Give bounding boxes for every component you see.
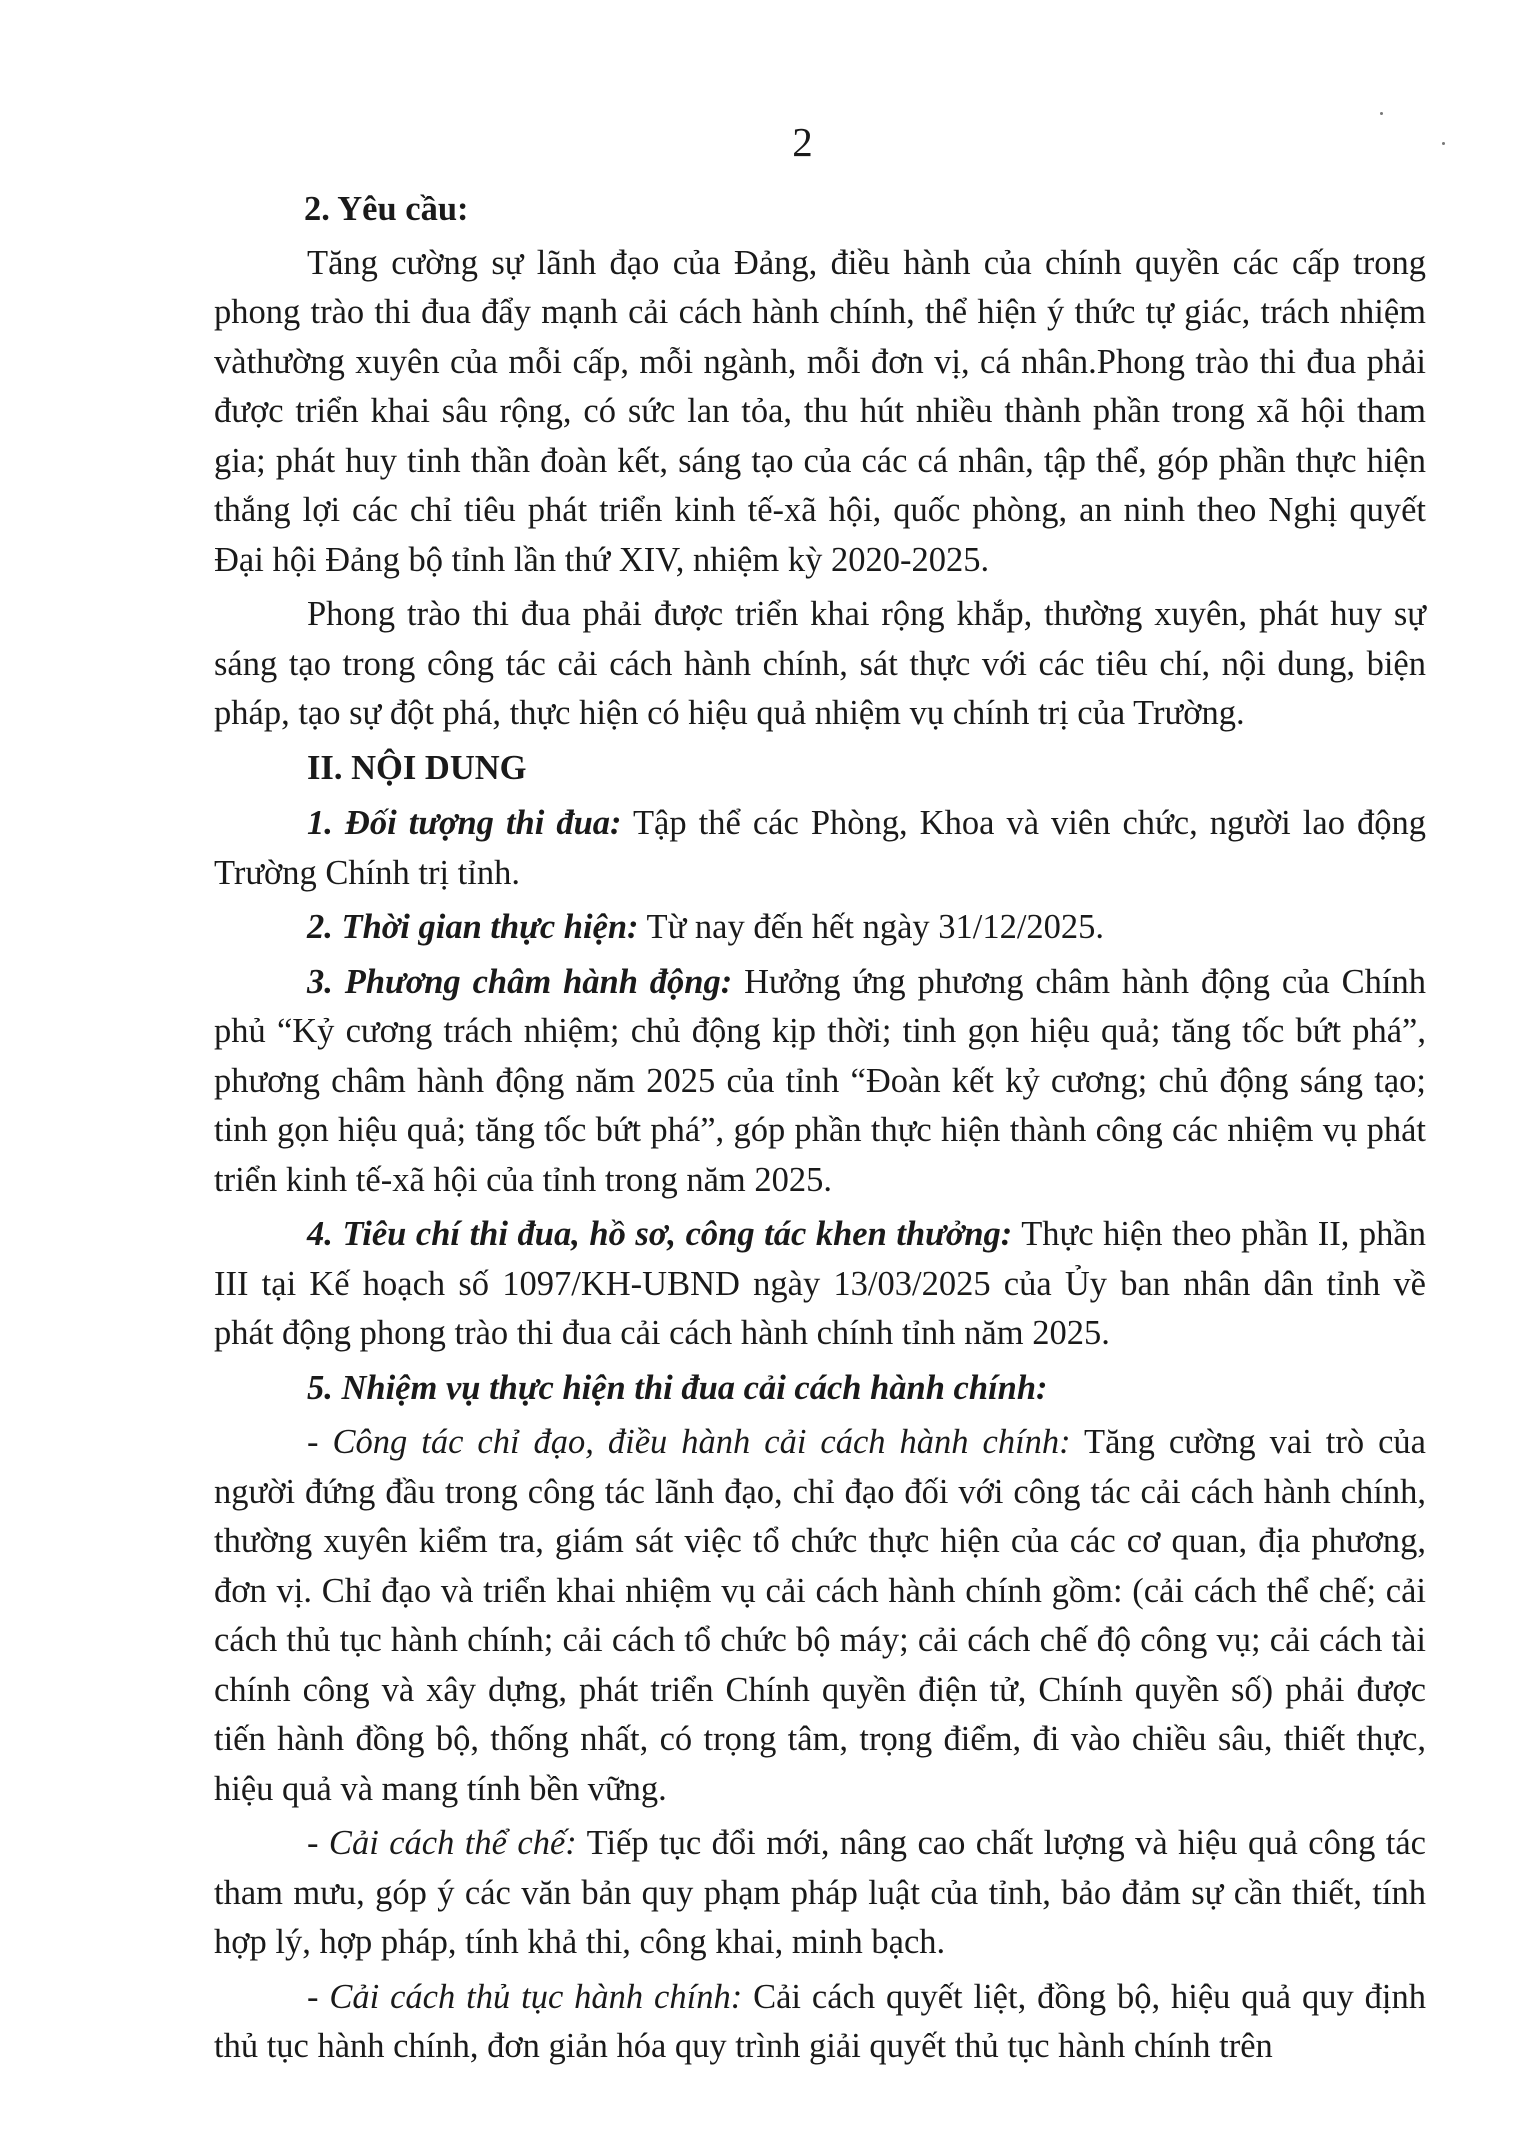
item-text: Tập thể các Phòng, Khoa và viên chức, người lao động Trường Chính trị tỉnh. bbox=[214, 804, 1426, 892]
item-text: Từ nay đến hết ngày 31/12/2025. bbox=[638, 908, 1105, 946]
paragraph: Tăng cường sự lãnh đạo của Đảng, điều hành của chính quyền các cấp trong phong trào thi đua đẩy mạnh cải cách hành chính, thể hiện ý thức tự giác, trách nhiệm vàthường xuyên của mỗi cấp, mỗi ngành, mỗi đơn vị, cá nhân.Phong trào thi đua phải được triển khai sâu rộng, có sức lan tỏa, thu hút nhiều thành phần trong xã hội tham gia; phát huy tinh thần đoàn kết, sáng tạo của các cá nhân, tập thể, góp phần thực hiện thắng lợi các chỉ tiêu phát triển kinh tế-xã hội, quốc phòng, an ninh theo Nghị quyết Đại hội Đảng bộ tỉnh lần thứ XIV, nhiệm kỳ 2020-2025. bbox=[214, 243, 1426, 579]
item-label: 3. Phương châm hành động: bbox=[307, 962, 733, 1001]
document-body bbox=[214, 185, 1426, 2077]
task-bullet-procedures bbox=[214, 1973, 1426, 2072]
bullet-text: Tiếp tục đổi mới, nâng cao chất lượng và hiệu quả công tác tham mưu, góp ý các văn bản quy phạm pháp luật của tỉnh, bảo đảm sự cần thiết, tính hợp lý, hợp pháp, tính khả thi, công khai, minh bạch. bbox=[214, 1824, 1426, 1961]
content-item-tasks bbox=[214, 1364, 1426, 1414]
content-item-subjects bbox=[214, 799, 1426, 898]
bullet-label: - Cải cách thể chế: bbox=[307, 1824, 577, 1862]
scan-speck bbox=[1380, 112, 1383, 115]
section-heading-requirements: 2. Yêu cầu: bbox=[304, 190, 469, 228]
content-item-criteria bbox=[214, 1210, 1426, 1359]
task-bullet-direction bbox=[214, 1418, 1426, 1814]
content-item-motto bbox=[214, 958, 1426, 1206]
bullet-text: Tăng cường vai trò của người đứng đầu trong công tác lãnh đạo, chỉ đạo đối với công tác cải cách hành chính, thường xuyên kiểm tra, giám sát việc tổ chức thực hiện của các cơ quan, địa phương, đơn vị. Chỉ đạo và triển khai nhiệm vụ cải cách hành chính gồm: (cải cách thể chế; cải cách thủ tục hành chính; cải cách tổ chức bộ máy; cải cách chế độ công vụ; cải cách tài chính công và xây dựng, phát triển Chính quyền điện tử, Chính quyền số) phải được tiến hành đồng bộ, thống nhất, có trọng tâm, trọng điểm, đi vào chiều sâu, thiết thực, hiệu quả và mang tính bền vững. bbox=[214, 1423, 1426, 1808]
bullet-text: Cải cách quyết liệt, đồng bộ, hiệu quả quy định thủ tục hành chính, đơn giản hóa quy trình giải quyết thủ tục hành chính trên bbox=[214, 1977, 1426, 2065]
bullet-label: - Cải cách thủ tục hành chính: bbox=[307, 1977, 743, 2016]
item-heading: 5. Nhiệm vụ thực hiện thi đua cải cách hành chính: bbox=[307, 1368, 1048, 1407]
item-text: Hưởng ứng phương châm hành động của Chính phủ “Kỷ cương trách nhiệm; chủ động kịp thời; tinh gọn hiệu quả; tăng tốc bứt phá”, phương châm hành động năm 2025 của tỉnh “Đoàn kết kỷ cương; chủ động sáng tạo; tinh gọn hiệu quả; tăng tốc bứt phá”, góp phần thực hiện thành công các nhiệm vụ phát triển kinh tế-xã hội của tỉnh trong năm 2025. bbox=[214, 962, 1426, 1199]
scan-speck bbox=[1442, 142, 1445, 145]
item-text: Thực hiện theo phần II, phần III tại Kế hoạch số 1097/KH-UBND ngày 13/03/2025 của Ủy ban nhân dân tỉnh về phát động phong trào thi đua cải cách hành chính tỉnh năm 2025. bbox=[214, 1215, 1426, 1352]
page-number: 2 bbox=[792, 119, 813, 165]
item-label: 1. Đối tượng thi đua: bbox=[307, 804, 622, 842]
content-item-timeframe bbox=[214, 903, 1426, 953]
item-label: 4. Tiêu chí thi đua, hồ sơ, công tác khen thưởng: bbox=[307, 1215, 1013, 1253]
task-bullet-institution bbox=[214, 1819, 1426, 1968]
item-label: 2. Thời gian thực hiện: bbox=[307, 908, 639, 946]
bullet-label: - Công tác chỉ đạo, điều hành cải cách hành chính: bbox=[307, 1423, 1071, 1461]
paragraph: Phong trào thi đua phải được triển khai rộng khắp, thường xuyên, phát huy sự sáng tạo trong công tác cải cách hành chính, sát thực với các tiêu chí, nội dung, biện pháp, tạo sự đột phá, thực hiện có hiệu quả nhiệm vụ chính trị của Trường. bbox=[214, 595, 1426, 732]
section-heading-content: II. NỘI DUNG bbox=[307, 748, 527, 787]
